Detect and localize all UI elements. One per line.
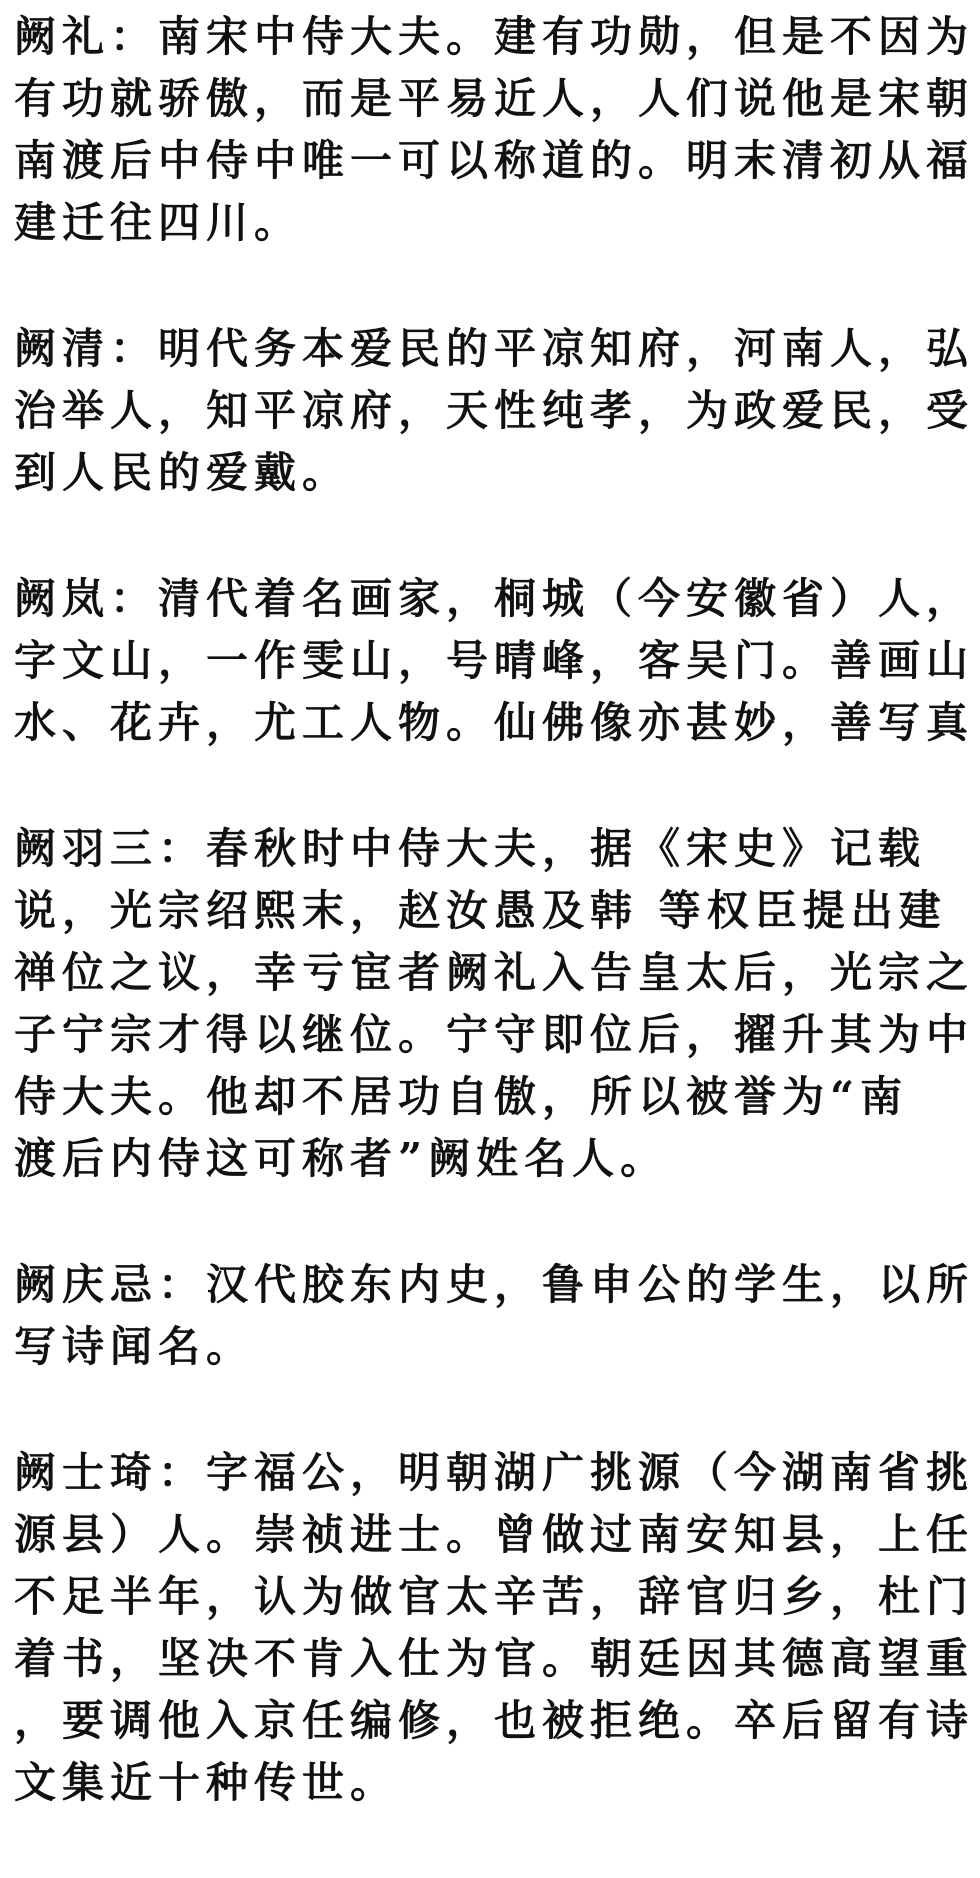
text-line: 阙羽三：春秋时中侍大夫，据《宋史》记载 [14,824,927,873]
text-line: 侍大夫。他却不居功自傲，所以被誉为“南 [14,1072,909,1121]
text-line: 禅位之议，幸亏宦者阙礼入告皇太后，光宗之 [14,948,974,997]
paragraph-que-li [14,6,974,254]
text-line: 南渡后中侍中唯一可以称道的。明末清初从福 [14,136,974,185]
text-line: 阙庆忌：汉代胶东内史，鲁申公的学生，以所 [14,1260,974,1309]
text-line: 有功就骄傲，而是平易近人，人们说他是宋朝 [14,74,974,123]
text-line: 到人民的爱戴。 [14,448,351,497]
paragraph-que-qingji [14,1254,974,1378]
paragraph-que-shiqi [14,1442,974,1814]
text-line: 着书，坚决不肯入仕为官。朝廷因其德高望重 [14,1634,974,1683]
paragraph-que-qing [14,318,974,504]
text-line: 渡后内侍这可称者”阙姓名人。 [14,1134,669,1183]
text-line: 子宁宗才得以继位。宁守即位后，擢升其为中 [14,1010,974,1059]
text-line: 源县）人。崇祯进士。曾做过南安知县，上任 [14,1510,974,1559]
text-line: 文集近十种传世。 [14,1758,399,1807]
paragraph-que-lan [14,568,974,754]
text-line: 阙清：明代务本爱民的平凉知府，河南人，弘 [14,324,974,373]
text-line: 治举人，知平凉府，天性纯孝，为政爱民，受 [14,386,974,435]
text-line: 字文山，一作雯山，号晴峰，客吴门。善画山 [14,636,974,685]
text-line: ，要调他入京任编修，也被拒绝。卒后留有诗 [14,1696,974,1745]
text-line: 阙礼：南宋中侍大夫。建有功勋，但是不因为 [14,12,974,61]
text-line: 说，光宗绍熙末，赵汝愚及韩 等权臣提出建 [14,886,947,935]
text-line: 建迁往四川。 [14,198,303,247]
text-line: 阙士琦：字福公，明朝湖广挑源（今湖南省挑 [14,1448,974,1497]
text-line: 不足半年，认为做官太辛苦，辞官归乡，杜门 [14,1572,974,1621]
text-line: 写诗闻名。 [14,1322,255,1371]
paragraph-que-yusan [14,818,974,1190]
text-line: 阙岚：清代着名画家，桐城（今安徽省）人， [14,574,974,623]
document-body [14,6,974,1878]
text-line: 水、花卉，尤工人物。仙佛像亦甚妙，善写真 [14,698,974,747]
